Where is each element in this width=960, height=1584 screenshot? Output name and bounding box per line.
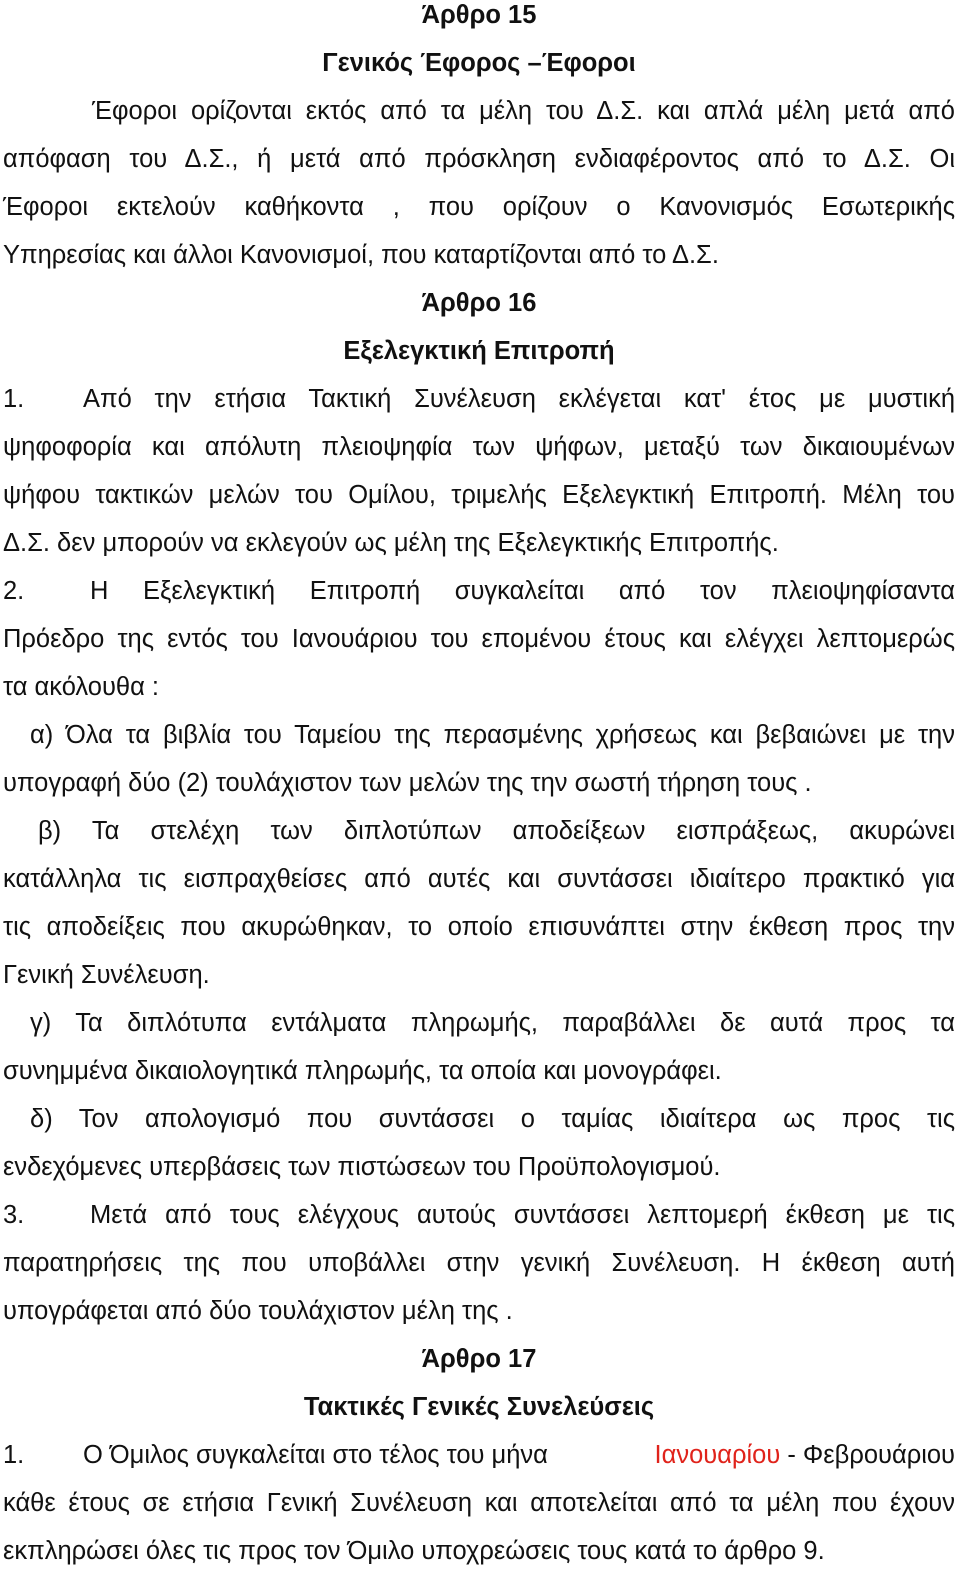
article-16-paragraph-1-first-line bbox=[3, 384, 955, 432]
article-15-line: Υπηρεσίας και άλλοι Κανονισμοί, που καταρτίζονται από το Δ.Σ. bbox=[3, 241, 719, 269]
article-16-line: Δ.Σ. δεν μπορούν να εκλεγούν ως μέλη της Εξελεγκτικής Επιτροπής. bbox=[3, 529, 779, 557]
paragraph-number: 1. bbox=[3, 385, 25, 413]
paragraph-text: Η Εξελεγκτική Επιτροπή συγκαλείται από τον πλειοψηφίσαντα bbox=[90, 577, 955, 605]
paragraph-text-tail bbox=[655, 1440, 955, 1488]
article-16-paragraph-3-first-line bbox=[3, 1200, 955, 1248]
article-15-line: Έφοροι ορίζονται εκτός από τα μέλη του Δ.Σ. και απλά μέλη μετά από bbox=[92, 97, 955, 125]
article-16-line: Γενική Συνέλευση. bbox=[3, 961, 210, 989]
article-16-line: παρατηρήσεις της που υποβάλλει στην γενική Συνέλευση. Η έκθεση αυτή bbox=[3, 1249, 955, 1277]
highlighted-month: Ιανουαρίου bbox=[654, 1441, 781, 1469]
article-17-heading: Άρθρο 17 bbox=[421, 1345, 537, 1373]
paragraph-number: 2. bbox=[3, 577, 25, 605]
paragraph-text: Μετά από τους ελέγχους αυτούς συντάσσει λεπτομερή έκθεση με τις bbox=[90, 1201, 955, 1229]
article-17-paragraph-1-first-line bbox=[3, 1440, 955, 1488]
article-16-line: ψήφου τακτικών μελών του Ομίλου, τριμελής Εξελεγκτική Επιτροπή. Μέλη του bbox=[3, 481, 955, 509]
article-16-line: τα ακόλουθα : bbox=[3, 673, 160, 701]
paragraph-number: 1. bbox=[3, 1441, 25, 1469]
article-16-line: υπογράφεται από δύο τουλάχιστον μέλη της . bbox=[3, 1297, 513, 1325]
article-17-line: κάθε έτους σε ετήσια Γενική Συνέλευση και αποτελείται από τα μέλη που έχουν bbox=[3, 1489, 955, 1517]
article-15-subtitle: Γενικός Έφορος –Έφοροι bbox=[322, 49, 636, 77]
article-16-line: υπογραφή δύο (2) τουλάχιστον των μελών της την σωστή τήρηση τους . bbox=[3, 769, 812, 797]
article-15-heading: Άρθρο 15 bbox=[421, 1, 537, 29]
article-17-subtitle: Τακτικές Γενικές Συνελεύσεις bbox=[303, 1393, 655, 1421]
article-16-item-c: γ) Τα διπλότυπα εντάλματα πληρωμής, παραβάλλει δε αυτά προς τα bbox=[30, 1009, 955, 1037]
paragraph-number: 3. bbox=[3, 1201, 25, 1229]
paragraph-text-pre: Ο Όμιλος συγκαλείται στο τέλος του μήνα bbox=[83, 1441, 548, 1469]
article-16-heading: Άρθρο 16 bbox=[421, 289, 537, 317]
article-16-item-b: β) Τα στελέχη των διπλοτύπων αποδείξεων εισπράξεως, ακυρώνει bbox=[38, 817, 955, 845]
article-16-line: Πρόεδρο της εντός του Ιανουάριου του επομένου έτους και ελέγχει λεπτομερώς bbox=[3, 625, 955, 653]
article-16-line: ενδεχόμενες υπερβάσεις των πιστώσεων του Προϋπολογισμού. bbox=[3, 1153, 721, 1181]
article-15-line: Έφοροι εκτελούν καθήκοντα , που ορίζουν ο Κανονισμός Εσωτερικής bbox=[3, 193, 955, 221]
paragraph-text-post: - Φεβρουάριου bbox=[787, 1441, 955, 1469]
article-17-line: εκπληρώσει όλες τις προς τον Όμιλο υποχρεώσεις τους κατά το άρθρο 9. bbox=[3, 1537, 825, 1565]
article-16-line: συνημμένα δικαιολογητικά πληρωμής, τα οποία και μονογράφει. bbox=[3, 1057, 722, 1085]
paragraph-text: Από την ετήσια Τακτική Συνέλευση εκλέγεται κατ' έτος με μυστική bbox=[83, 385, 955, 413]
article-15-line: απόφαση του Δ.Σ., ή μετά από πρόσκληση ενδιαφέροντος από το Δ.Σ. Οι bbox=[3, 145, 955, 173]
article-16-item-d: δ) Τον απολογισμό που συντάσσει ο ταμίας ιδιαίτερα ως προς τις bbox=[30, 1105, 955, 1133]
article-16-line: κατάλληλα τις εισπραχθείσες από αυτές και συντάσσει ιδιαίτερο πρακτικό για bbox=[3, 865, 955, 893]
paragraph-text bbox=[83, 1440, 955, 1488]
article-16-item-a: α) Όλα τα βιβλία του Ταμείου της περασμένης χρήσεως και βεβαιώνει με την bbox=[30, 721, 955, 749]
article-16-line: ψηφοφορία και απόλυτη πλειοψηφία των ψήφων, μεταξύ των δικαιουμένων bbox=[3, 433, 955, 461]
article-16-paragraph-2-first-line bbox=[3, 576, 955, 624]
article-16-line: τις αποδείξεις που ακυρώθηκαν, το οποίο επισυνάπτει στην έκθεση προς την bbox=[3, 913, 955, 941]
article-16-subtitle: Εξελεγκτική Επιτροπή bbox=[343, 337, 615, 365]
